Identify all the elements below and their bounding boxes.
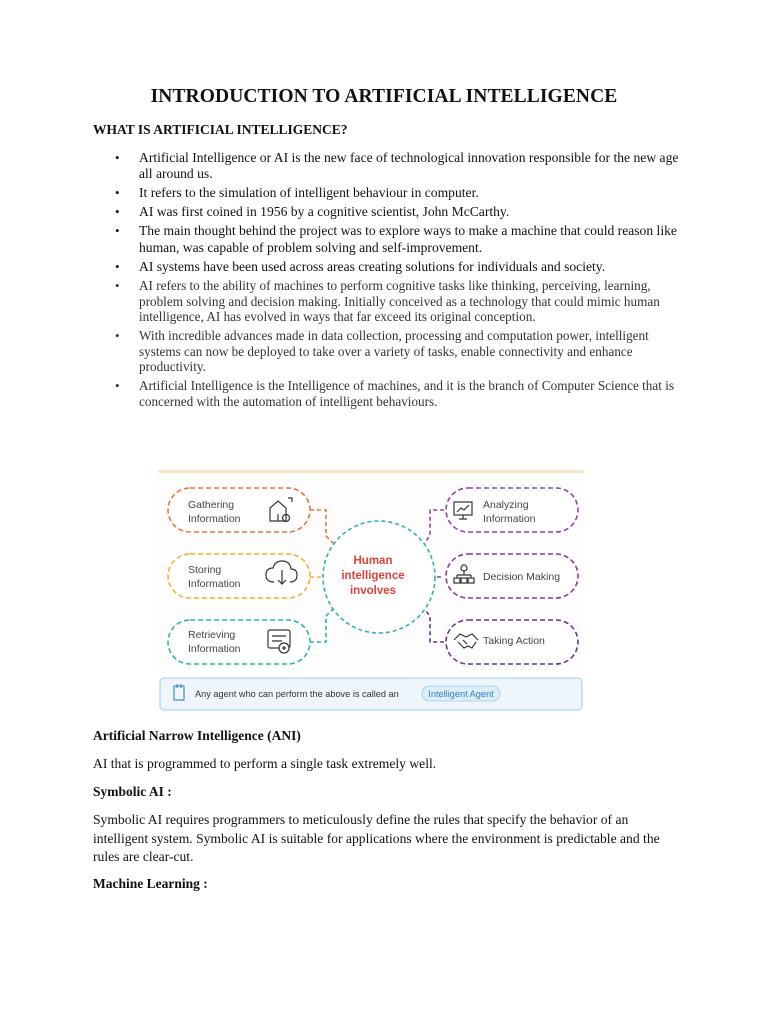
node-label: Retrieving — [188, 629, 236, 641]
center-label-line3: involves — [349, 585, 397, 597]
list-item: • Artificial Intelligence is the Intelligence of machines, and it is the branch of Computer Science that is concerned with the automation of intelligent behaviours. — [93, 378, 683, 410]
node-label: Decision Making — [483, 571, 561, 583]
center-label-line2: intelligence — [341, 570, 405, 582]
list-item: • With incredible advances made in data collection, processing and computation power, intelligent systems can now be deployed to take over a variety of tasks, enable connectivity and enhance productivity. — [93, 328, 683, 375]
symbolic-ai-description: Symbolic AI requires programmers to meticulously define the rules that specify the behavior of an intelligent system. Symbolic AI is suitable for applications where the environment is predictable and the rules are clear-cut. — [93, 812, 660, 864]
section-heading-what-is-ai: WHAT IS ARTIFICIAL INTELLIGENCE? — [93, 122, 348, 137]
node-taking-action — [446, 620, 578, 664]
list-item: • AI systems have been used across areas creating solutions for individuals and society. — [93, 259, 683, 275]
bullet-list — [93, 150, 683, 412]
heading-symbolic-ai: Symbolic AI : — [93, 784, 172, 799]
node-storing-information — [168, 554, 310, 598]
human-intelligence-diagram — [158, 470, 584, 712]
list-item: • It refers to the simulation of intelligent behaviour in computer. — [93, 185, 683, 201]
page-title: INTRODUCTION TO ARTIFICIAL INTELLIGENCE — [150, 86, 618, 107]
node-analyzing-information — [446, 488, 578, 532]
node-label: Analyzing — [483, 499, 529, 511]
list-item: • AI was first coined in 1956 by a cognitive scientist, John McCarthy. — [93, 204, 683, 220]
node-label: Information — [483, 513, 536, 525]
node-label: Gathering — [188, 499, 235, 511]
heading-ani: Artificial Narrow Intelligence (ANI) — [93, 728, 301, 743]
figure-top-border — [158, 470, 584, 473]
node-label: Information — [188, 513, 241, 525]
node-gathering-information — [168, 488, 310, 532]
note-text: Any agent who can perform the above is called an — [195, 689, 399, 699]
node-label: Information — [188, 643, 241, 655]
node-retrieving-information — [168, 620, 310, 664]
node-label: Information — [188, 578, 241, 590]
node-label: Taking Action — [483, 635, 545, 647]
list-item: • AI refers to the ability of machines to perform cognitive tasks like thinking, perceiving, learning, problem solving and decision making. Initially conceived as a technology that could mimic human intelligence, AI has evolved in ways that far exceed its original conception. — [93, 278, 683, 325]
node-decision-making — [446, 554, 578, 598]
node-label: Storing — [188, 564, 222, 576]
heading-machine-learning: Machine Learning : — [93, 876, 208, 891]
center-label-line1: Human — [353, 555, 393, 567]
list-item: • The main thought behind the project was to explore ways to make a machine that could reason like human, was capable of problem solving and self-improvement. — [93, 223, 683, 256]
list-item: • Artificial Intelligence or AI is the new face of technological innovation responsible for the new age all around us. — [93, 150, 683, 183]
ani-description: AI that is programmed to perform a single task extremely well. — [93, 756, 437, 771]
note-highlight: Intelligent Agent — [428, 689, 494, 699]
intelligent-agent-note — [160, 678, 582, 710]
